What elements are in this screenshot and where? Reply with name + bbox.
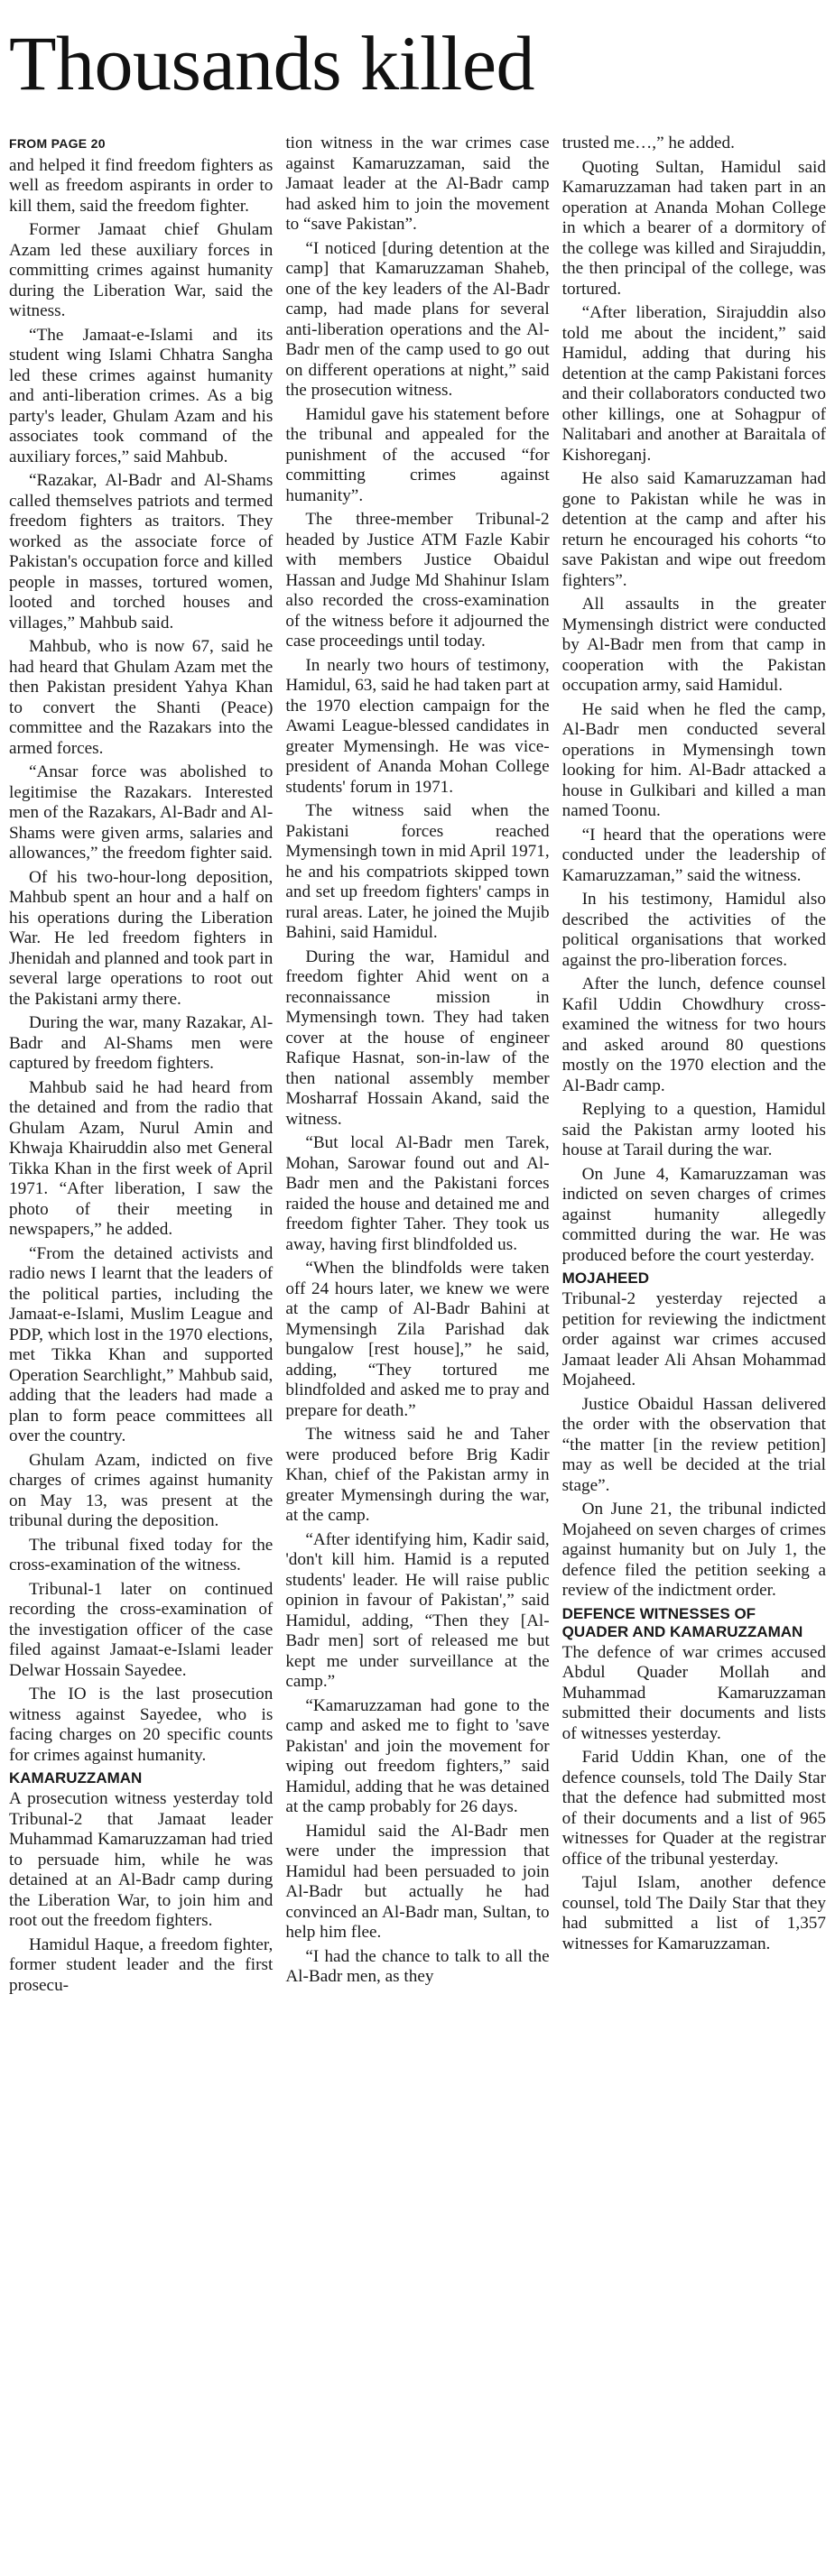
article-paragraph: “I noticed [during detention at the camp] that Kamaruzzaman Shaheb, one of the key leaders of the Al-Badr camp, had made plans for several anti-liberation operations and the Al-Badr men of the camp used to go out on different operations at night,” said the prosecution witness. (285, 238, 550, 400)
article-paragraph: Farid Uddin Khan, one of the defence counsels, told The Daily Star that the defence had submitted most of their documents and a list of 965 witnesses for Quader at the registrar office of the tribunal yesterday. (561, 1748, 826, 1869)
article-paragraph: “From the detained activists and radio news I learnt that the leaders of the political parties, including the Jamaat-e-Islami, Muslim League and PDP, which lost in the 1970 elections, met Tikka Khan and supported Operation Searchlight,” Mahbub said, adding that the leaders had made a plan to form peace committees all over the country. (9, 1243, 274, 1445)
article-paragraph: The witness said he and Taher were produced before Brig Kadir Khan, chief of the Pakistan army in greater Mymensingh during the war, at the camp. (285, 1425, 550, 1525)
article-paragraph: In his testimony, Hamidul also described the activities of the political organisations that worked against the pro-liberation forces. (561, 890, 826, 970)
article-paragraph: The witness said when the Pakistani forces reached Mymensingh town in mid April 1971, he and his compatriots skipped town and set up freedom fighters' camps in rural areas. Later, he joined the Mujib Bahini, said Hamidul. (285, 801, 550, 942)
article-paragraph: “After liberation, Sirajuddin also told me about the incident,” said Hamidul, adding that during his detention at the camp Pakistani forces and their collaborators conducted two other killings, one at Sohagpur of Nalitabari and another at Baraitala of Kishoreganj. (561, 303, 826, 465)
article-paragraph: Former Jamaat chief Ghulam Azam led these auxiliary forces in committing crimes against humanity during the Liberation War, said the witness. (9, 220, 274, 320)
article-paragraph: Replying to a question, Hamidul said the Pakistan army looted his house at Tarail during the war. (561, 1100, 826, 1159)
article-column-1 (9, 134, 273, 1999)
article-paragraph: tion witness in the war crimes case against Kamaruzzaman, said the Jamaat leader at the Al-Badr camp had asked him to join the movement to “save Pakistan”. (285, 134, 550, 234)
article-paragraph: “The Jamaat-e-Islami and its student wing Islami Chhatra Sangha led these crimes against humanity and anti-liberation crimes. As a big party's leader, Ghulam Azam and his associates took command of the auxiliary forces,” said Mahbub. (9, 325, 274, 466)
article-paragraph: “But local Al-Badr men Tarek, Mohan, Sarowar found out and Al-Badr men and the Pakistani forces raided the house and detained me and freedom fighter Taher. They took us away, having first blindfolded us. (285, 1133, 550, 1254)
article-paragraph: A prosecution witness yesterday told Tribunal-2 that Jamaat leader Muhammad Kamaruzzaman had tried to persuade him, while he was detained at an Al-Badr camp during the Liberation War, to join him and root out the freedom fighters. (9, 1789, 274, 1930)
article-column-3 (562, 134, 826, 1958)
article-paragraph: “I had the chance to talk to all the Al-Badr men, as they (285, 1946, 550, 1986)
article-paragraph: trusted me…,” he added. (561, 134, 735, 152)
article-columns (9, 134, 826, 1999)
article-paragraph: “When the blindfolds were taken off 24 hours later, we knew we were at the camp of Al-Badr Bahini at Mymensingh Zila Parishad dak bungalow [rest house],” he said, adding, “They tortured me blindfolded and asked me to pray and prepare for death.” (285, 1259, 550, 1420)
dateline: FROM PAGE 20 (9, 136, 106, 151)
article-paragraph: The IO is the last prosecution witness against Sayedee, who is facing charges on 20 specific counts for crimes against humanity. (9, 1685, 274, 1765)
article-paragraph: During the war, many Razakar, Al-Badr and Al-Shams men were captured by freedom fighters. (9, 1013, 274, 1073)
article-column-2 (285, 134, 549, 1991)
article-paragraph: “Ansar force was abolished to legitimise the Razakars. Interested men of the Razakars, Al-Badr and Al-Shams were given arms, salaries and allowances,” the freedom fighter said. (9, 762, 274, 863)
article-paragraph: On June 4, Kamaruzzaman was indicted on seven charges of crimes against humanity allegedly committed during the war. He was produced before the court yesterday. (561, 1164, 826, 1265)
article-paragraph: Mahbub, who is now 67, said he had heard that Ghulam Azam met the then Pakistan president Yahya Khan to convert the Shanti (Peace) committee and the Razakars into the armed forces. (9, 637, 274, 758)
article-paragraph: The defence of war crimes accused Abdul Quader Mollah and Muhammad Kamaruzzaman submitted their documents and lists of witnesses yesterday. (561, 1642, 826, 1743)
article-paragraph: He said when he fled the camp, Al-Badr men conducted several operations in Mymensingh town looking for him. Al-Badr attacked a house in Gulkibari and killed a man named Toonu. (561, 699, 826, 820)
section-subhead: DEFENCE WITNESSES OF QUADER AND KAMARUZZAMAN (561, 1604, 803, 1640)
article-paragraph: The three-member Tribunal-2 headed by Justice ATM Fazle Kabir with members Justice Obaidul Hassan and Judge Md Shahinur Islam also recorded the cross-examination of the witness before it adjourned the case proceedings until today. (285, 510, 550, 651)
article-paragraph: Mahbub said he had heard from the detained and from the radio that Ghulam Azam, Nurul Amin and Khwaja Khairuddin also met General Tikka Khan in the first week of April 1971. “After liberation, I saw the photo of their meeting in newspapers,” he added. (9, 1077, 274, 1239)
article-paragraph: Justice Obaidul Hassan delivered the order with the observation that “the matter [in the review petition] may as well be decided at the trial stage”. (561, 1394, 826, 1495)
article-paragraph: Ghulam Azam, indicted on five charges of crimes against humanity on May 13, was present at the tribunal during the deposition. (9, 1450, 274, 1530)
news-article (0, 18, 835, 2576)
article-paragraph: Hamidul Haque, a freedom fighter, former student leader and the first prosecu- (9, 1934, 274, 1995)
article-paragraph: Of his two-hour-long deposition, Mahbub spent an hour and a half on his operations during the Liberation War. He led freedom fighters in Jhenidah and planned and took part in several large operations to root out the Pakistani army there. (9, 867, 274, 1009)
article-paragraph: “Kamaruzzaman had gone to the camp and asked me to fight to 'save Pakistan' and join the movement for wiping out freedom fighters,” said Hamidul, adding that he was detained at the camp probably for 26 days. (285, 1695, 550, 1816)
article-paragraph: “I heard that the operations were conducted under the leadership of Kamaruzzaman,” said the witness. (561, 825, 826, 885)
article-paragraph: He also said Kamaruzzaman had gone to Pakistan while he was in detention at the camp and after his return he encouraged his cohorts “to save Pakistan and wipe out freedom fighters”. (561, 469, 826, 590)
article-headline: Thousands killed (9, 20, 534, 106)
article-paragraph: Quoting Sultan, Hamidul said Kamaruzzaman had taken part in an operation at Ananda Mohan College in which a bearer of a dormitory of the college was killed and Sirajuddin, the then principal of the college, was tortured. (561, 157, 826, 299)
article-paragraph: Hamidul gave his statement before the tribunal and appealed for the punishment of the accused “for committing crimes against humanity”. (285, 404, 550, 505)
article-paragraph: All assaults in the greater Mymensingh district were conducted by Al-Badr men from that camp in cooperation with the Pakistan occupation army, said Hamidul. (561, 595, 826, 695)
article-paragraph: “After identifying him, Kadir said, 'don't kill him. Hamid is a reputed students' leader. He will raise public opinion in favour of Pakistan',” said Hamidul, adding, “Then they [Al-Badr men] sort of released me but kept me under surveillance at the camp.” (285, 1529, 550, 1691)
article-paragraph: After the lunch, defence counsel Kafil Uddin Chowdhury cross-examined the witness for two hours and asked around 80 questions mostly on the 1970 election and the Al-Badr camp. (561, 974, 826, 1095)
section-subhead: KAMARUZZAMAN (9, 1769, 143, 1787)
article-paragraph: On June 21, the tribunal indicted Mojaheed on seven charges of crimes against humanity but on July 1, the defence filed the petition seeking a review of the indictment order. (561, 1500, 826, 1600)
article-paragraph: Tribunal-1 later on continued recording the cross-examination of the investigation officer of the case filed against Jamaat-e-Islami leader Delwar Hossain Sayedee. (9, 1579, 274, 1680)
article-paragraph: The tribunal fixed today for the cross-examination of the witness. (9, 1535, 274, 1574)
article-paragraph: In nearly two hours of testimony, Hamidul, 63, said he had taken part at the 1970 election campaign for the Awami League-blessed candidates in greater Mymensingh. He was vice-president of Ananda Mohan College students' forum in 1971. (285, 655, 550, 797)
section-subhead: MOJAHEED (561, 1270, 650, 1287)
article-paragraph: and helped it find freedom fighters as well as freedom aspirants in order to kill them, said the freedom fighter. (9, 155, 274, 216)
article-paragraph: “Razakar, Al-Badr and Al-Shams called themselves patriots and termed freedom fighters as traitors. They worked as the associate force of Pakistan's occupation force and killed people in masses, tortured women, looted and torched houses and villages,” Mahbub said. (9, 471, 274, 632)
article-paragraph: During the war, Hamidul and freedom fighter Ahid went on a reconnaissance mission in Mymensingh town. They had taken cover at the house of engineer Rafique Hasnat, son-in-law of the then national assembly member Mosharraf Hossain Akand, said the witness. (285, 946, 550, 1129)
article-paragraph: Hamidul said the Al-Badr men were under the impression that Hamidul had been persuaded to join Al-Badr but actually he had convinced an Al-Badr man, Sultan, to help him flee. (285, 1821, 550, 1942)
article-paragraph: Tribunal-2 yesterday rejected a petition for reviewing the indictment order against war crimes accused Jamaat leader Ali Ahsan Mohammad Mojaheed. (561, 1289, 826, 1390)
article-paragraph: Tajul Islam, another defence counsel, told The Daily Star that they had submitted a list of 1,357 witnesses for Kamaruzzaman. (561, 1873, 826, 1953)
